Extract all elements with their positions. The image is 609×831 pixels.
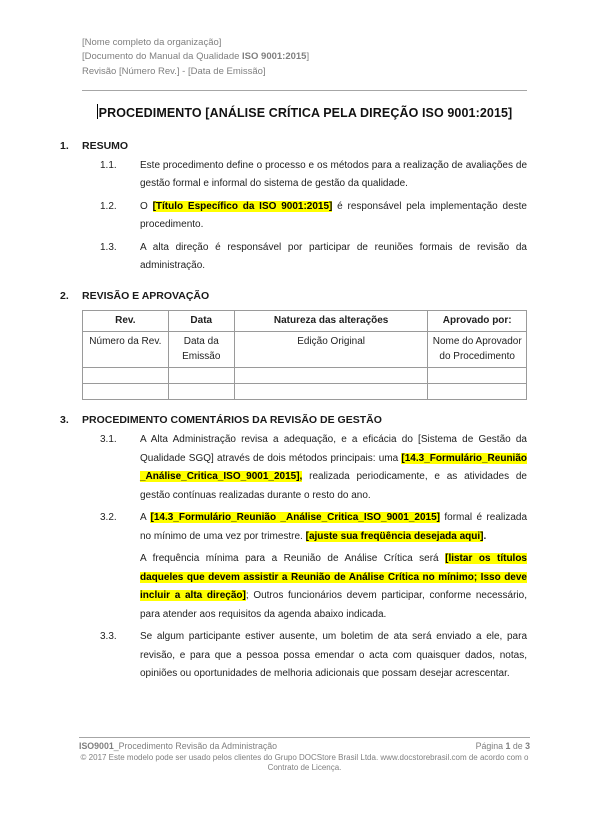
table-cell: Nome do Aprovador do Procedimento xyxy=(428,332,527,368)
page-indicator-label: Página xyxy=(475,741,506,751)
table-cell: Data da Emissão xyxy=(168,332,234,368)
table-row xyxy=(83,368,527,384)
table-cell xyxy=(234,384,428,400)
revision-line: Revisão [Número Rev.] - [Data de Emissão] xyxy=(82,65,266,77)
paragraph-3-2-continued xyxy=(140,550,527,624)
footer-doc-id-bold: ISO9001 xyxy=(79,741,114,751)
page-indicator-current: 1 xyxy=(505,741,511,751)
copyright-notice: © 2017 Este modelo pode ser usado pelos clientes do Grupo DOCStore Brasil Ltda. www.docstorebrasil.com de acordo com o Contrato de Licença. xyxy=(80,753,529,772)
item-number: 3.3. xyxy=(100,631,117,643)
text-segment: formal é realizada no mínimo de uma vez por trimestre. xyxy=(140,512,528,542)
revision-table xyxy=(82,310,527,401)
table-cell xyxy=(428,368,527,384)
text-segment: A frequência mínima para a Reunião de Análise Crítica será xyxy=(140,553,446,565)
page-indicator xyxy=(476,741,530,752)
section-number: 1. xyxy=(60,139,69,152)
table-header-cell: Rev. xyxy=(83,310,169,332)
footer-doc-id xyxy=(79,741,277,752)
item-number: 3.1. xyxy=(100,434,117,446)
section-number: 2. xyxy=(60,289,69,302)
page-title-text: PROCEDIMENTO [ANÁLISE CRÍTICA PELA DIREÇÃO ISO 9001:2015] xyxy=(98,105,513,120)
table-cell xyxy=(168,368,234,384)
table-cell xyxy=(234,368,428,384)
section-heading-procedimento xyxy=(60,414,527,426)
text-cursor-icon xyxy=(97,104,98,119)
page-footer xyxy=(79,737,530,773)
section-number: 3. xyxy=(60,414,69,427)
list-item-1-1 xyxy=(100,157,527,194)
placeholder-field[interactable]: [ajuste sua freqüência desejada aqui] xyxy=(305,530,484,542)
placeholder-field[interactable]: [listar os títulos daqueles que devem assistir a Reunião de Análise Crítica no mínimo; Isso deve incluir a alta direção] xyxy=(140,553,527,602)
page-indicator-of: de xyxy=(510,741,526,751)
list-item-1-3 xyxy=(100,239,527,276)
org-name-line: [Nome completo da organização] xyxy=(82,37,222,48)
item-text xyxy=(140,431,527,505)
text-segment: ; Outros funcionários devem participar, conforme necessário, para atender aos requisitos da agenda abaixo indicada. xyxy=(140,590,527,620)
table-header-cell: Data xyxy=(168,310,234,332)
table-cell xyxy=(428,384,527,400)
manual-line xyxy=(82,50,527,64)
header-divider xyxy=(82,90,527,91)
item-text xyxy=(140,509,527,546)
placeholder-field[interactable]: [14.3_Formulário_Reunião _Análise_Critica_ISO_9001_2015], xyxy=(140,452,527,483)
item-text xyxy=(140,157,527,194)
list-item-3-3 xyxy=(100,628,527,684)
table-header-cell: Natureza das alterações xyxy=(234,310,428,332)
table-cell: Número da Rev. xyxy=(83,332,169,368)
section-title: REVISÃO E APROVAÇÃO xyxy=(82,289,210,302)
text-segment: O xyxy=(140,200,153,212)
text-segment: A xyxy=(140,512,151,524)
manual-line-suffix: ] xyxy=(306,51,310,63)
text-segment: Este procedimento define o processo e os métodos para a realização de avaliações de gestão formal e informal do sistema de gestão da qualidade. xyxy=(140,159,527,190)
table-cell xyxy=(83,368,169,384)
item-text xyxy=(140,239,527,276)
section-title: RESUMO xyxy=(82,139,129,152)
manual-line-prefix: [Documento do Manual da Qualidade xyxy=(82,51,243,63)
text-segment: realizada periodicamente, e as atividades de gestão contínuas realizadas durante o resto do ano. xyxy=(140,471,527,501)
item-text xyxy=(140,628,527,684)
placeholder-field[interactable]: [14.3_Formulário_Reunião _Análise_Critica_ISO_9001_2015] xyxy=(150,512,440,524)
page-indicator-total: 3 xyxy=(525,741,530,751)
text-segment: A Alta Administração revisa a adequação, e a eficácia do [Sistema de Gestão da Qualidade SGQ] através de dois métodos principais: uma xyxy=(140,434,527,464)
footer-row xyxy=(79,741,530,752)
list-item-1-2 xyxy=(100,198,527,235)
item-number: 3.2. xyxy=(100,512,117,524)
table-row xyxy=(83,332,527,368)
footer-doc-id-rest: _Procedimento Revisão da Administração xyxy=(113,741,278,751)
list-item-3-1 xyxy=(100,431,527,505)
table-cell: Edição Original xyxy=(234,332,428,368)
page-title xyxy=(82,104,527,120)
item-number: 1.3. xyxy=(100,241,117,253)
section-heading-revisao-aprovacao xyxy=(60,290,527,302)
table-header-row xyxy=(83,310,527,332)
table-row xyxy=(83,384,527,400)
text-segment: Se algum participante estiver ausente, um boletim de ata será enviado a ele, para revisão, e para que a pessoa possa emendar o acta com quaisquer dados, notas, opiniões ou oportunidades de melhoria adicionais que possam desejar acrescentar. xyxy=(140,631,527,680)
text-segment: A alta direção é responsável por participar de reuniões formais de revisão da administração. xyxy=(140,241,527,272)
item-text xyxy=(140,198,527,235)
table-cell xyxy=(83,384,169,400)
item-number: 1.1. xyxy=(100,159,117,171)
table-cell xyxy=(168,384,234,400)
list-item-3-2 xyxy=(100,509,527,546)
placeholder-field[interactable]: [Título Específico da ISO 9001:2015] xyxy=(152,200,333,212)
document-header xyxy=(82,36,527,79)
section-title: PROCEDIMENTO COMENTÁRIOS DA REVISÃO DE GESTÃO xyxy=(82,414,382,427)
text-segment: é responsável pela implementação deste procedimento. xyxy=(140,200,527,231)
item-number: 1.2. xyxy=(100,200,117,212)
text-segment: . xyxy=(483,530,487,542)
manual-line-standard: ISO 9001:2015 xyxy=(242,51,307,63)
section-heading-resumo xyxy=(60,140,527,152)
table-header-cell: Aprovado por: xyxy=(428,310,527,332)
